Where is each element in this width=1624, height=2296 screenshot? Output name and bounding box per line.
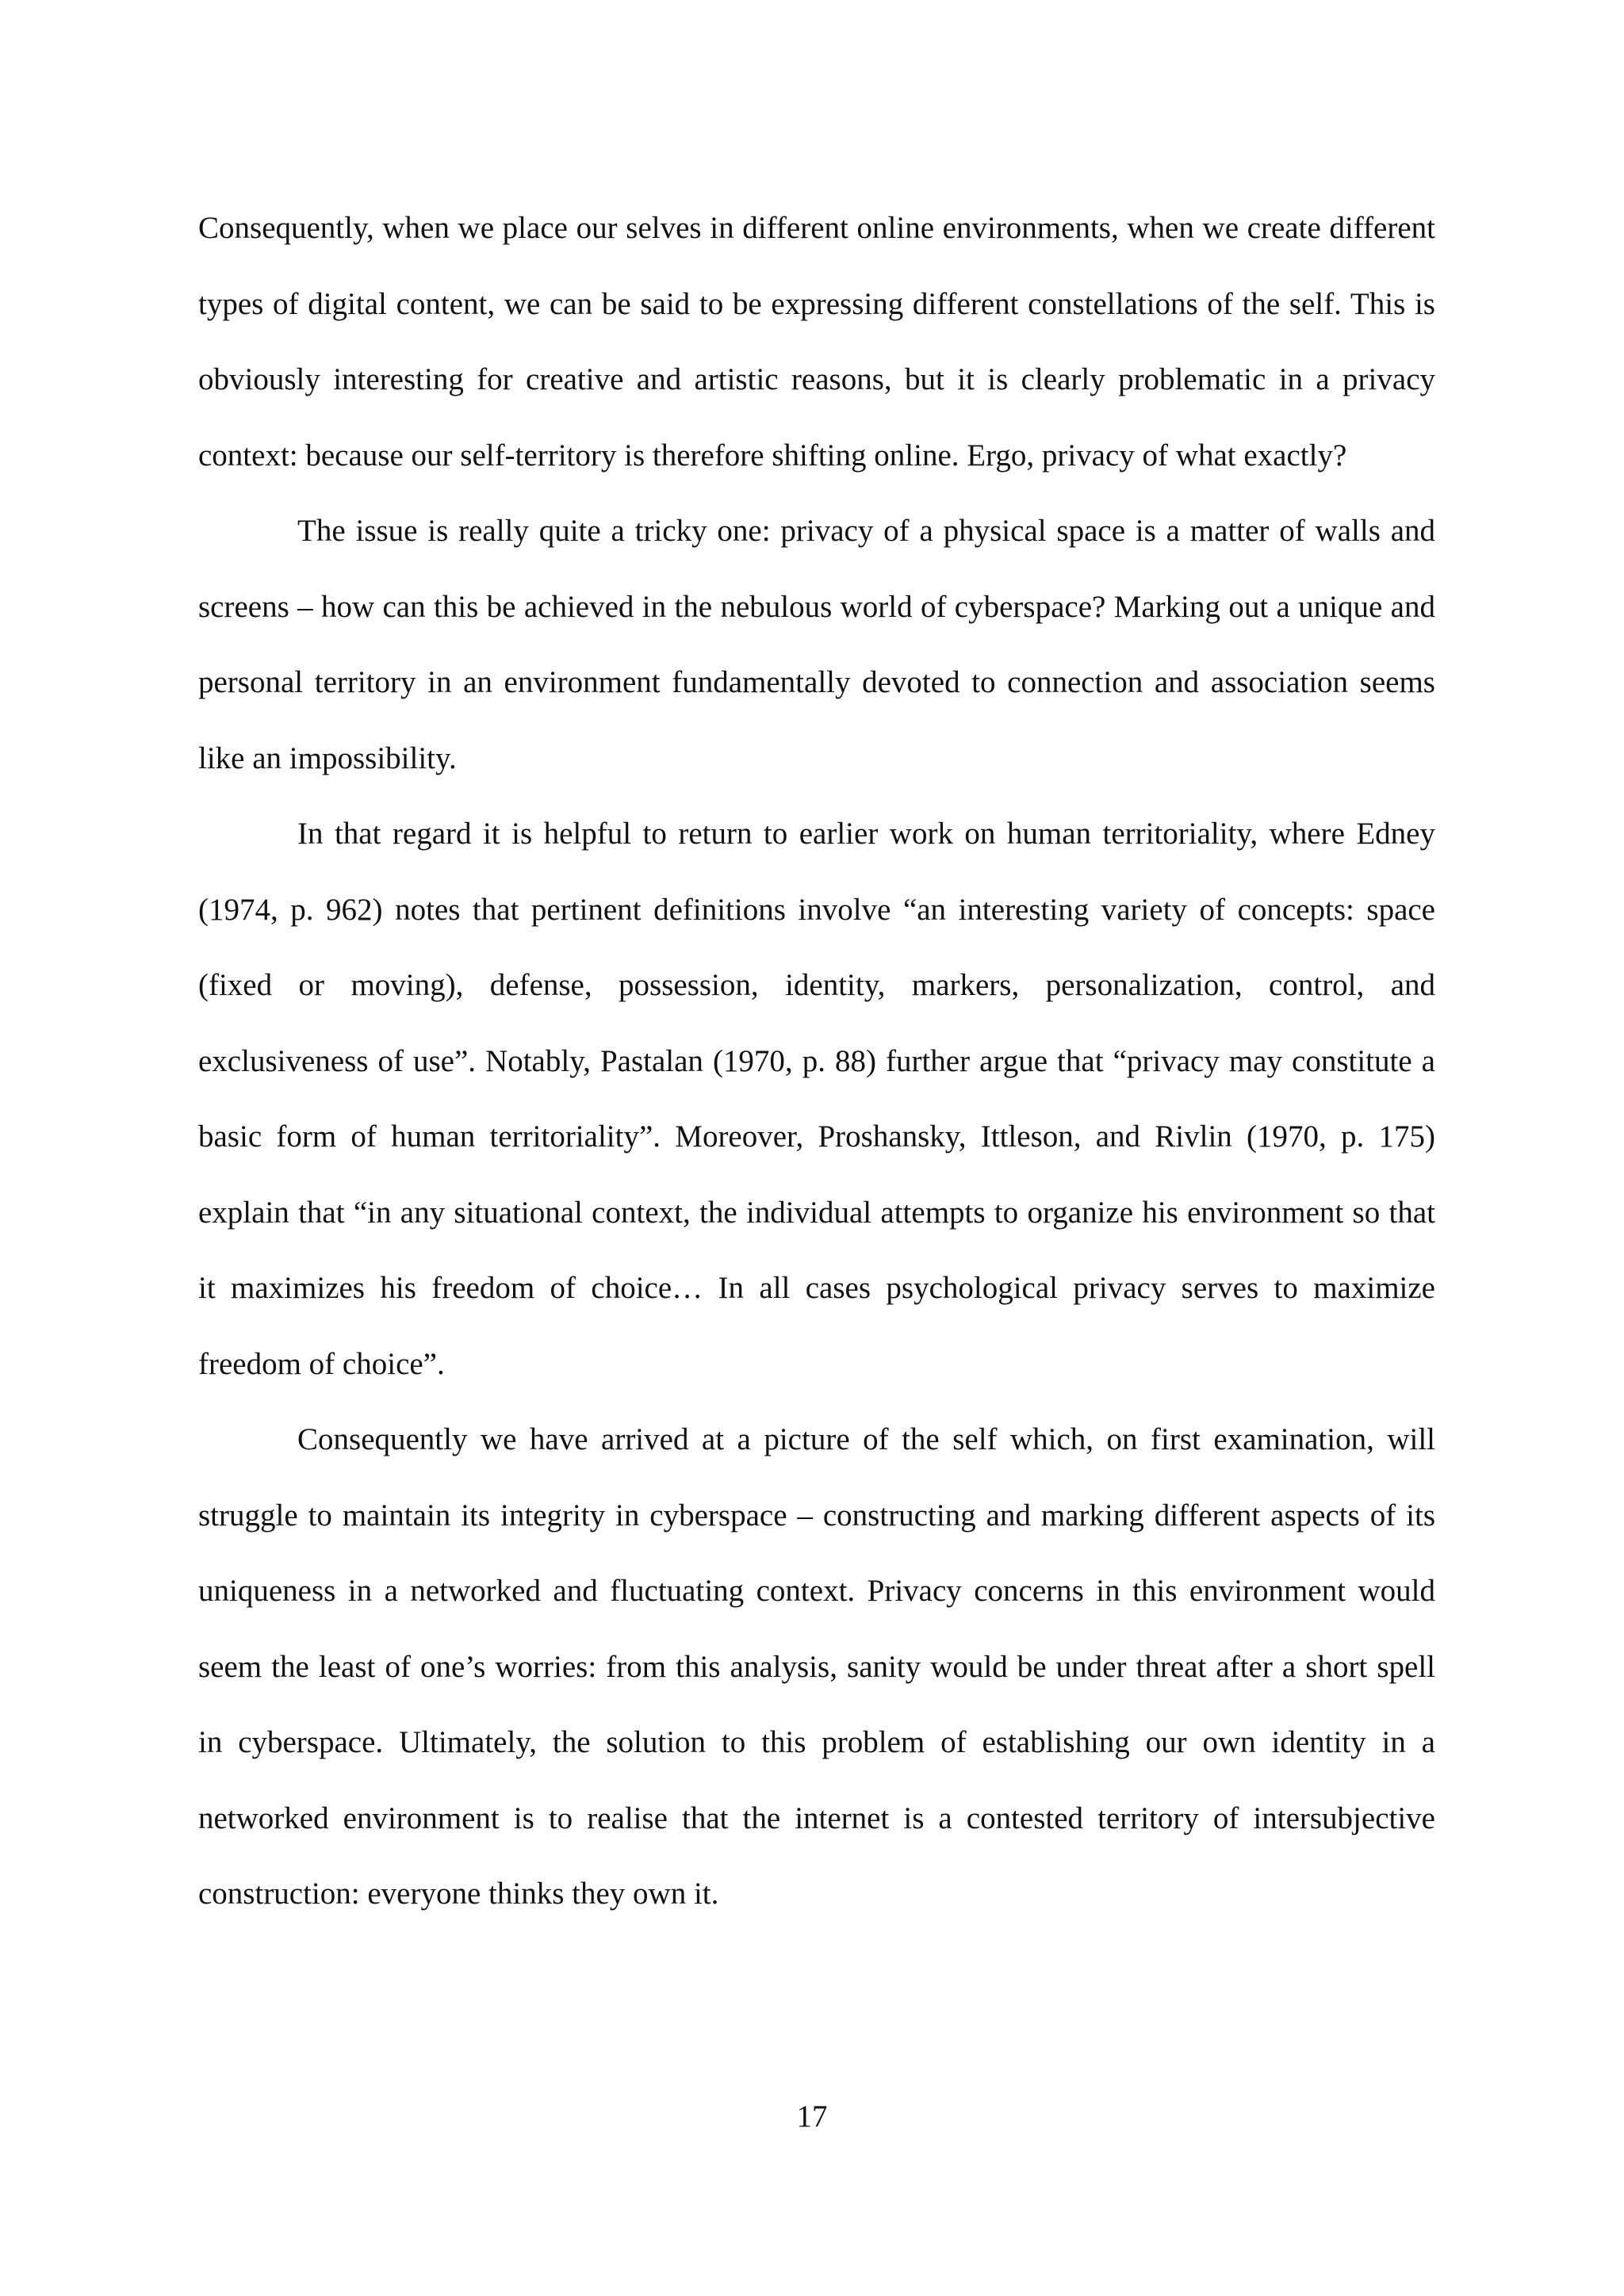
body-text — [198, 190, 1435, 1932]
paragraph-2: The issue is really quite a tricky one: privacy of a physical space is a matter of walls and screens – how can this be achieved in the nebulous world of cyberspace? Marking out a unique and personal territory in an environment fundamentally devoted to connection and association seems like an impossibility. — [198, 514, 1435, 775]
paragraph-3: In that regard it is helpful to return to earlier work on human territoriality, where Edney (1974, p. 962) notes that pertinent definitions involve “an interesting variety of concepts: space (fixed or moving), defense, possession, identity, markers, personalization, control, and exclusiveness of use”. Notably, Pastalan (1970, p. 88) further argue that “privacy may constitute a basic form of human territoriality”. Moreover, Proshansky, Ittleson, and Rivlin (1970, p. 175) explain that “in any situational context, the individual attempts to organize his environment so that it maximizes his freedom of choice… In all cases psychological privacy serves to maximize freedom of choice”. — [198, 817, 1435, 1381]
paragraph-1: Consequently, when we place our selves in different online environments, when we create different types of digital content, we can be said to be expressing different constellations of the self. This is obviously interesting for creative and artistic reasons, but it is clearly problematic in a privacy context: because our self-territory is therefore shifting online. Ergo, privacy of what exactly? — [198, 211, 1435, 473]
page-number: 17 — [796, 2099, 828, 2133]
paragraph-4: Consequently we have arrived at a picture of the self which, on first examination, will struggle to maintain its integrity in cyberspace – constructing and marking different aspects of its uniqueness in a networked and fluctuating context. Privacy concerns in this environment would seem the least of one’s worries: from this analysis, sanity would be under threat after a short spell in cyberspace. Ultimately, the solution to this problem of establishing our own identity in a networked environment is to realise that the internet is a contested territory of intersubjective construction: everyone thinks they own it. — [198, 1422, 1435, 1911]
